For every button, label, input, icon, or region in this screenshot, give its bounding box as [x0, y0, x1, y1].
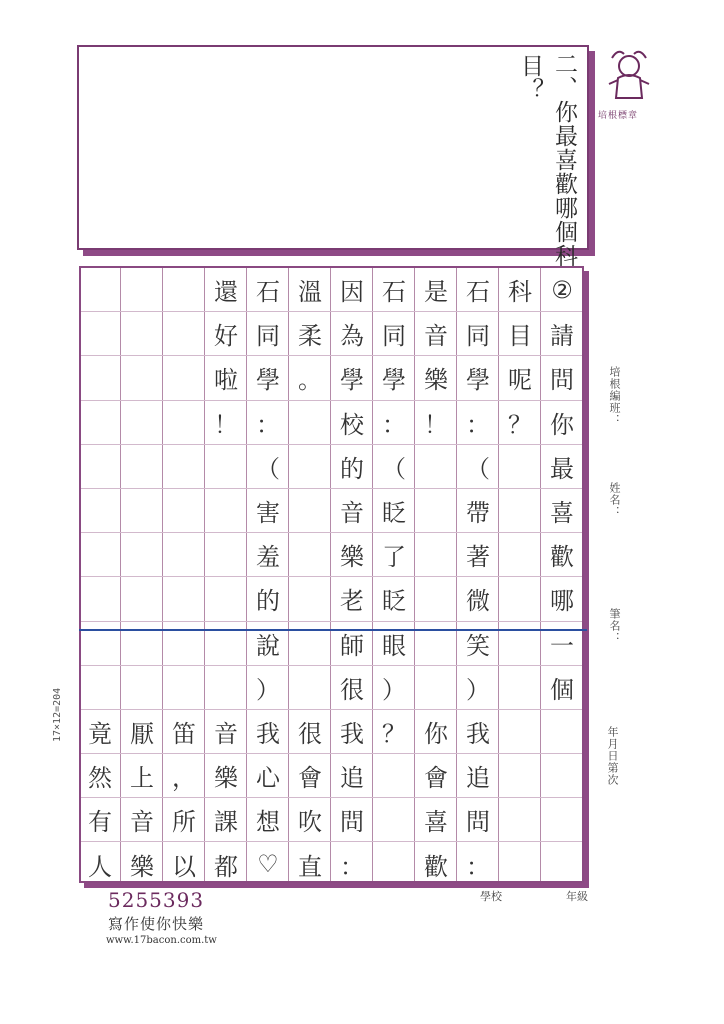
grid-cell: ： [457, 842, 499, 883]
grid-cell [121, 312, 163, 356]
grid-cell [415, 533, 457, 577]
grid-cell [205, 577, 247, 621]
grid-cell: 好 [205, 312, 247, 356]
grid-cell [499, 754, 541, 798]
grid-cell [541, 842, 583, 883]
grid-cell: 學 [331, 356, 373, 400]
grid-cell: 人 [79, 842, 121, 883]
grid-column [204, 268, 246, 881]
pen-name-field-label: 筆名： [608, 608, 621, 644]
grid-cell: 了 [373, 533, 415, 577]
grid-cell: 直 [289, 842, 331, 883]
grid-cell [289, 577, 331, 621]
grade-label: 年級 [566, 890, 588, 903]
grid-cell [541, 710, 583, 754]
grid-cell [163, 401, 205, 445]
school-label: 學校 [480, 890, 502, 903]
grid-column [288, 268, 330, 881]
grid-column [120, 268, 162, 881]
grid-cell: 柔 [289, 312, 331, 356]
grid-cell: 音 [205, 710, 247, 754]
grid-cell: 科 [499, 268, 541, 312]
grid-cell [499, 666, 541, 710]
grid-cell: 著 [457, 533, 499, 577]
grid-cell: 眼 [373, 622, 415, 666]
grid-cell: 樂 [205, 754, 247, 798]
grid-cell: 。 [289, 356, 331, 400]
grid-cell: 追 [331, 754, 373, 798]
grid-cell: 想 [247, 798, 289, 842]
grid-cell: 哪 [541, 577, 583, 621]
grid-cell [499, 842, 541, 883]
grid-cell: 笛 [163, 710, 205, 754]
grid-cell [121, 577, 163, 621]
grid-cell [121, 268, 163, 312]
grid-cell [121, 666, 163, 710]
grid-cell [499, 533, 541, 577]
grid-cell: 我 [331, 710, 373, 754]
grid-cell: 啦 [205, 356, 247, 400]
logo-code: 5255393 [108, 888, 205, 912]
grid-cell: 石 [247, 268, 289, 312]
grid-cell: 羞 [247, 533, 289, 577]
grid-cell: 學 [373, 356, 415, 400]
grid-cell [163, 577, 205, 621]
grid-cell: （ [457, 445, 499, 489]
grid-cell: 一 [541, 622, 583, 666]
logo-url: www.17bacon.com.tw [106, 935, 217, 946]
grid-cell [373, 842, 415, 883]
grid-cell: 石 [457, 268, 499, 312]
grid-cell: 追 [457, 754, 499, 798]
grid-cell: 同 [247, 312, 289, 356]
grid-cell [373, 798, 415, 842]
grid-column [162, 268, 204, 881]
grid-cell: 呢 [499, 356, 541, 400]
grid-cell: ： [373, 401, 415, 445]
grid-column [246, 268, 288, 881]
grid-cell: 師 [331, 622, 373, 666]
grid-cell: 為 [331, 312, 373, 356]
grid-cell [79, 533, 121, 577]
grid-cell: ： [247, 401, 289, 445]
grid-column [372, 268, 414, 881]
grid-cell: ？ [373, 710, 415, 754]
grid-cell [121, 533, 163, 577]
grid-cell: 心 [247, 754, 289, 798]
grid-cell: 老 [331, 577, 373, 621]
grid-cell: 同 [373, 312, 415, 356]
grid-cell: 竟 [79, 710, 121, 754]
grid-cell: 會 [415, 754, 457, 798]
writing-grid [79, 266, 584, 883]
grid-cell: 喜 [541, 489, 583, 533]
grid-cell: 你 [541, 401, 583, 445]
grid-cell: 石 [373, 268, 415, 312]
grid-cell: （ [373, 445, 415, 489]
grid-cell [415, 577, 457, 621]
grid-cell [289, 533, 331, 577]
grid-column [540, 268, 582, 881]
grid-cell: 所 [163, 798, 205, 842]
grid-cell: 都 [205, 842, 247, 883]
grid-cell: 溫 [289, 268, 331, 312]
question-box [77, 45, 589, 250]
grid-cell: 音 [331, 489, 373, 533]
grid-cell [163, 445, 205, 489]
logo-slogan: 寫作使你快樂 [108, 915, 205, 933]
grid-cell: ： [457, 401, 499, 445]
grid-cell: ， [163, 754, 205, 798]
grid-cell: 問 [541, 356, 583, 400]
grid-cell: ： [331, 842, 373, 883]
grid-cell [163, 666, 205, 710]
grid-cell: 學 [457, 356, 499, 400]
grid-cell: ） [457, 666, 499, 710]
question-line-2: 目？ [517, 54, 543, 102]
grid-cell: 樂 [121, 842, 163, 883]
grid-cell: ！ [205, 401, 247, 445]
grid-cell: 很 [331, 666, 373, 710]
grid-cell [163, 268, 205, 312]
grid-cell: 眨 [373, 489, 415, 533]
grid-cell: 問 [331, 798, 373, 842]
bacon-seal-icon [604, 44, 654, 104]
grid-cell: ？ [499, 401, 541, 445]
grid-cell: 最 [541, 445, 583, 489]
grid-cell: ） [247, 666, 289, 710]
half-page-divider [79, 629, 587, 631]
grid-cell [121, 445, 163, 489]
grid-cell: 歡 [541, 533, 583, 577]
grid-cell: 然 [79, 754, 121, 798]
grid-cell [79, 268, 121, 312]
grid-cell: 我 [457, 710, 499, 754]
grid-cell: 說 [247, 622, 289, 666]
grid-cell [499, 798, 541, 842]
grid-cell [289, 666, 331, 710]
grid-cell: 樂 [415, 356, 457, 400]
grid-cell: 音 [121, 798, 163, 842]
date-field-label: 年月日第次 [606, 726, 619, 786]
grid-cell: ② [541, 268, 583, 312]
grid-cell: 會 [289, 754, 331, 798]
grid-cell: 同 [457, 312, 499, 356]
grid-cell: 我 [247, 710, 289, 754]
grid-cell [499, 577, 541, 621]
grid-cell [79, 356, 121, 400]
grid-cell [205, 666, 247, 710]
grid-cell: 歡 [415, 842, 457, 883]
grid-cell: （ [247, 445, 289, 489]
grid-cell: 害 [247, 489, 289, 533]
grid-cell: 還 [205, 268, 247, 312]
grid-cell [163, 533, 205, 577]
grid-cell [415, 489, 457, 533]
grid-column [456, 268, 498, 881]
grid-cell: ♡ [247, 842, 289, 883]
grid-cell [415, 445, 457, 489]
grid-cell: 帶 [457, 489, 499, 533]
grid-cell: ） [373, 666, 415, 710]
grid-cell [79, 577, 121, 621]
grid-cell: 你 [415, 710, 457, 754]
grid-cell: ！ [415, 401, 457, 445]
grid-cell: 喜 [415, 798, 457, 842]
grid-cell: 笑 [457, 622, 499, 666]
grid-cell [499, 489, 541, 533]
grid-ratio-label: 17×12=204 [52, 687, 63, 742]
grid-cell: 厭 [121, 710, 163, 754]
grid-cell: 微 [457, 577, 499, 621]
grid-cell: 是 [415, 268, 457, 312]
grid-cell [121, 356, 163, 400]
grid-cell: 的 [331, 445, 373, 489]
grid-cell [205, 489, 247, 533]
grid-cell [79, 445, 121, 489]
grid-cell [499, 710, 541, 754]
grid-cell [289, 445, 331, 489]
grid-cell [163, 489, 205, 533]
grid-cell [205, 445, 247, 489]
grid-cell: 個 [541, 666, 583, 710]
grid-cell: 課 [205, 798, 247, 842]
grid-cell [499, 445, 541, 489]
grid-column [79, 268, 120, 881]
grid-column [498, 268, 540, 881]
grid-cell [121, 489, 163, 533]
grid-cell: 以 [163, 842, 205, 883]
grid-cell: 很 [289, 710, 331, 754]
grid-cell [163, 312, 205, 356]
grid-cell [79, 666, 121, 710]
grid-column [414, 268, 456, 881]
grid-cell [373, 754, 415, 798]
grid-cell: 樂 [331, 533, 373, 577]
grid-cell [163, 356, 205, 400]
grid-cell: 上 [121, 754, 163, 798]
seal-label: 培根標章 [598, 111, 639, 121]
grid-cell [79, 312, 121, 356]
grid-cell [541, 754, 583, 798]
grid-cell: 音 [415, 312, 457, 356]
grid-column [330, 268, 372, 881]
grid-cell [541, 798, 583, 842]
grid-cell: 眨 [373, 577, 415, 621]
grid-cell [289, 489, 331, 533]
grid-cell: 問 [457, 798, 499, 842]
grid-cell: 有 [79, 798, 121, 842]
grid-cell [415, 666, 457, 710]
grid-cell [79, 401, 121, 445]
question-line-1: 二、你最喜歡哪個科 [551, 52, 577, 268]
grid-cell: 因 [331, 268, 373, 312]
grid-cell: 吹 [289, 798, 331, 842]
class-field-label: 培根編班： [608, 366, 621, 426]
grid-cell [79, 489, 121, 533]
grid-cell: 目 [499, 312, 541, 356]
grid-cell: 校 [331, 401, 373, 445]
grid-cell: 請 [541, 312, 583, 356]
grid-cell [289, 401, 331, 445]
grid-cell: 的 [247, 577, 289, 621]
name-field-label: 姓名： [608, 482, 621, 518]
grid-cell [121, 401, 163, 445]
grid-cell: 學 [247, 356, 289, 400]
grid-cell [205, 533, 247, 577]
